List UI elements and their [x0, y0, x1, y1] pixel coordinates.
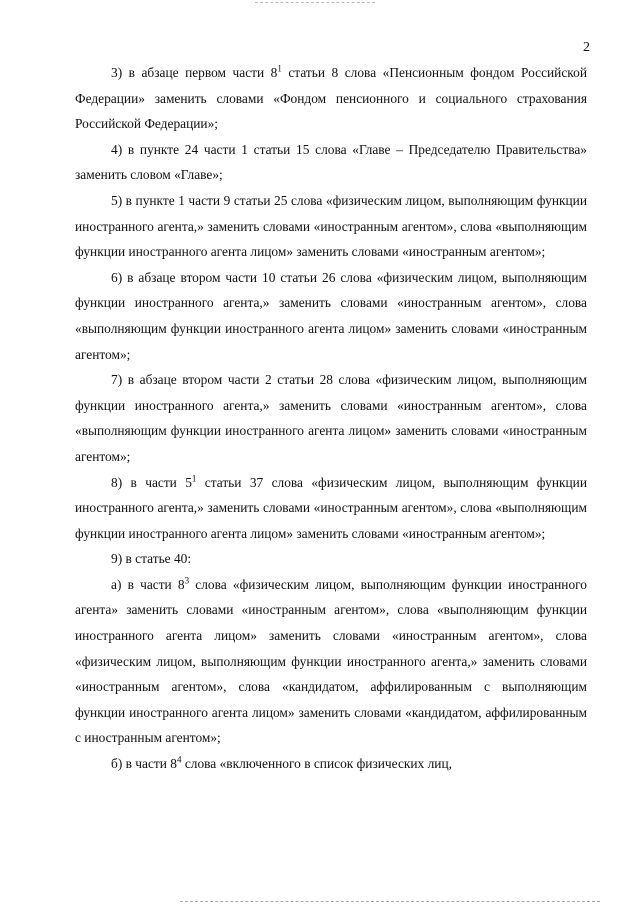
page-number: 2	[583, 40, 590, 55]
scan-artifact-bottom	[180, 901, 600, 902]
paragraph-item-4: 4) в пункте 24 части 1 статьи 15 слова «Главе – Председателю Правительства» заменить словом «Главе»;	[75, 141, 587, 183]
paragraph-item-8: 8) в части $5^1$ статьи 37 слова «физическим лицом, выполняющим функции иностранного агента,» заменить словами «иностранным агентом», слова «выполняющим функции иностранного агента лицом» заменить словами «иностранным агентом»;	[75, 473, 587, 541]
scan-artifact-top	[255, 2, 375, 3]
paragraph-item-3: 3) в абзаце первом части $8^1$ статьи 8 слова «Пенсионным фондом Российской Федерации» заменить словами «Фондом пенсионного и социального страхования Российской Федерации»;	[75, 63, 587, 132]
paragraph-item-9b: б) в части $8^4$ слова «включенного в список физических лиц,	[111, 754, 452, 772]
paragraph-item-6: 6) в абзаце втором части 10 статьи 26 слова «физическим лицом, выполняющим функции иностранного агента,» заменить словами «иностранным агентом», слова «выполняющим функции иностранного агента лицом» заменить словами «иностранным агентом»;	[75, 269, 587, 362]
paragraph-item-5: 5) в пункте 1 части 9 статьи 25 слова «физическим лицом, выполняющим функции иностранного агента,» заменить словами «иностранным агентом», слова «выполняющим функции иностранного агента лицом» заменить словами «иностранным агентом»;	[75, 192, 587, 260]
document-body	[75, 60, 587, 777]
paragraph-item-7: 7) в абзаце втором части 2 статьи 28 слова «физическим лицом, выполняющим функции иностранного агента,» заменить словами «иностранным агентом», слова «выполняющим функции иностранного агента лицом» заменить словами «иностранным агентом»;	[75, 372, 587, 464]
paragraph-item-9: 9) в статье 40:	[111, 551, 192, 567]
paragraph-item-9a: а) в части $8^3$ слова «физическим лицом, выполняющим функции иностранного агента» заменить словами «иностранным агентом», слова «выполняющим функции иностранного агента лицом» заменить словами «иностранным агентом», слова «физическим лицом, выполняющим функции иностранного агента,» заменить словами «иностранным агентом», слова «кандидатом, аффилированным с выполняющим функции иностранного агента лицом» заменить словами «кандидатом, аффилированным с иностранным агентом»;	[75, 575, 587, 746]
